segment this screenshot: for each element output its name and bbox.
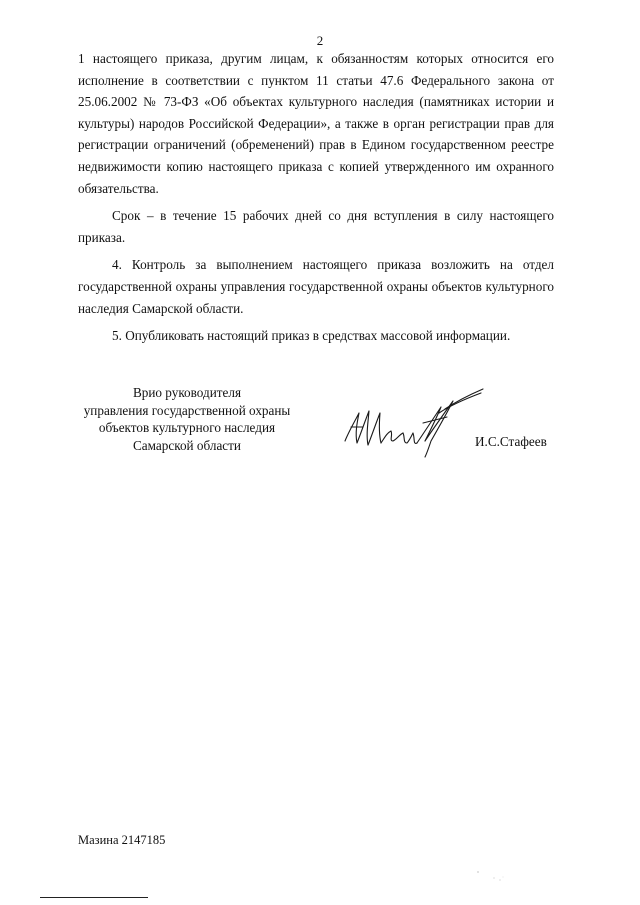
page-number: 2 [316,33,324,48]
paragraph-deadline: Срок – в течение 15 рабочих дней со дня вступления в силу настоящего приказа. [78,208,554,245]
paragraph-item-5: 5. Опубликовать настоящий приказ в средствах массовой информации. [112,328,511,344]
scan-specks [470,868,530,888]
position-line: управления государственной охраны [83,402,291,418]
position-line: Самарской области [133,437,241,453]
signer-name: И.С.Стафеев [475,434,547,449]
paragraph-item-4: 4. Контроль за выполнением настоящего приказа возложить на отдел государственной охраны управления государственной охраны объектов культурного наследия Самарской области. [78,257,554,316]
position-line: Врио руководителя [132,385,242,400]
position-line: объектов культурного наследия [98,420,276,435]
signatory-position [72,384,302,454]
handwritten-signature-icon [335,383,490,458]
executor-note: Мазина 2147185 [78,833,166,847]
document-body [78,48,554,353]
footer-rule [40,897,148,898]
paragraph-continuation: 1 настоящего приказа, другим лицам, к обязанностям которых относится его исполнение в соответствии с пунктом 11 статьи 47.6 Федерального закона от 25.06.2002 № 73-ФЗ «Об объектах культурного наследия (памятниках истории и культуры) народов Российской Федерации», а также в орган регистрации прав для регистрации ограничений (обременений) прав в Едином государственном реестре недвижимости копию настоящего приказа с копией утвержденного им охранного обязательства. [78,51,554,196]
